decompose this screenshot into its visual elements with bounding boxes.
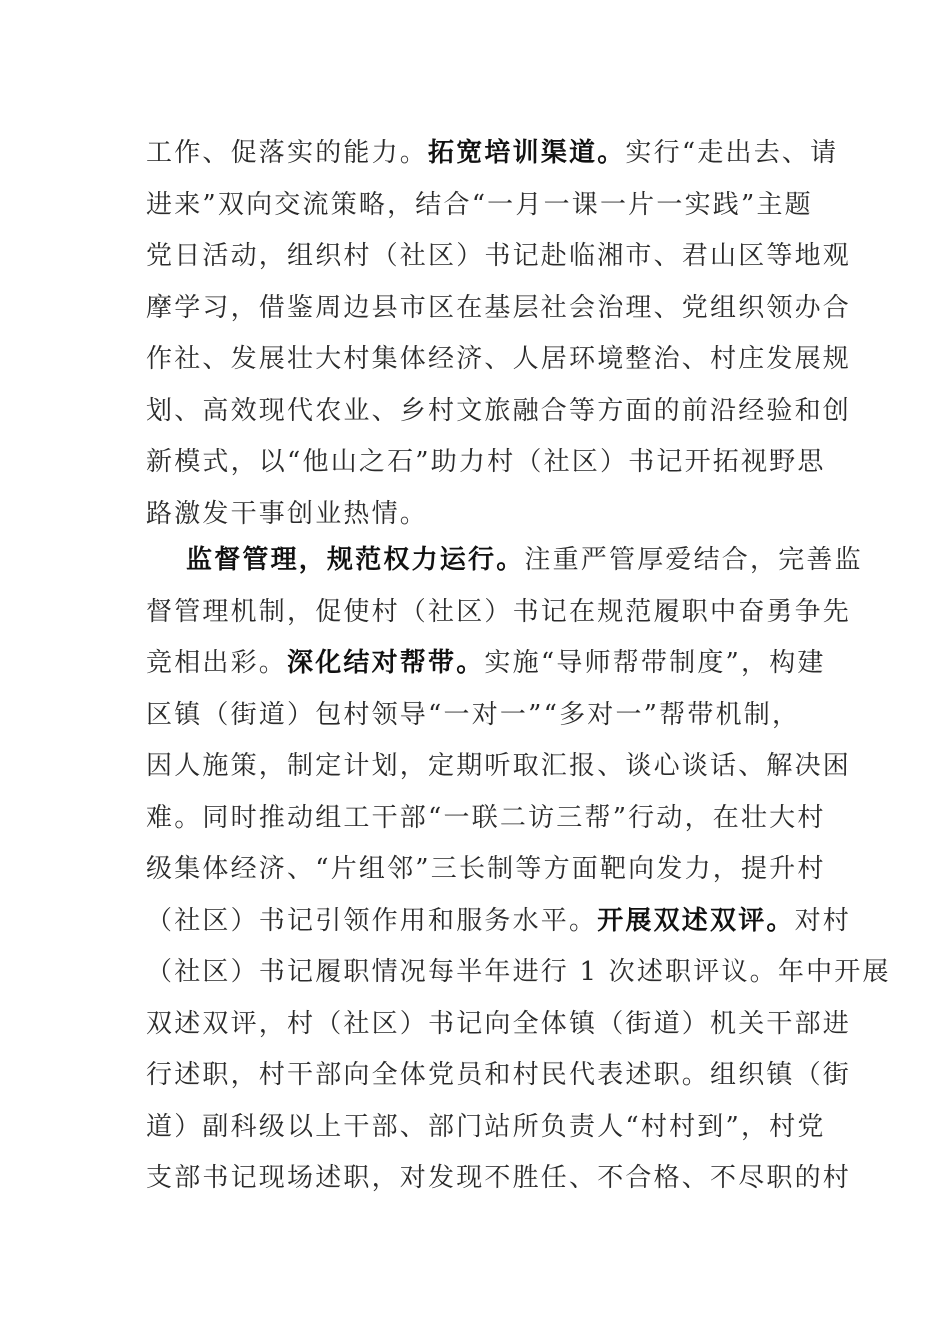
text-line (146, 999, 852, 1051)
body-text: 实行“走出去、请 (625, 138, 839, 168)
body-text: 新模式，以“他山之石”助力村（社区）书记开拓视野思 (146, 447, 826, 477)
body-text: 区镇（街道）包村领导“一对一”“多对一”帮带机制， (146, 699, 801, 730)
bold-heading-text: 拓宽培训渠道。 (428, 138, 626, 168)
text-line (146, 386, 852, 438)
text-line (146, 587, 852, 639)
text-line (146, 844, 826, 896)
body-text: 督管理机制，促使村（社区）书记在规范履职中奋勇争先 (146, 596, 852, 627)
body-text: 党日活动，组织村（社区）书记赴临湘市、君山区等地观 (146, 241, 852, 271)
paragraph-training-channels (146, 128, 852, 540)
body-text: 划、高效现代农业、乡村文旅融合等方面的前沿经验和创 (146, 395, 852, 426)
text-line (146, 334, 852, 386)
body-text: 工作、促落实的能力。 (146, 138, 429, 168)
body-text: 摩学习，借鉴周边县市区在基层社会治理、党组织领办合 (146, 292, 852, 323)
text-line (146, 1050, 852, 1102)
body-text: 行述职，村干部向全体党员和村民代表述职。组织镇（街 (146, 1060, 852, 1090)
bold-heading-text: 监督管理，规范权力运行。 (186, 545, 525, 575)
body-text: 道）副科级以上干部、部门站所负责人“村村到”，村党 (146, 1111, 826, 1142)
body-text: 竞相出彩。 (146, 648, 288, 678)
paragraph-supervision-management (146, 535, 891, 1205)
body-text: 级集体经济、“片组邻”三长制等方面靶向发力，提升村 (146, 854, 826, 884)
body-text: 路激发干事创业热情。 (146, 498, 429, 529)
text-line (146, 947, 891, 999)
body-text: 对村 (794, 905, 852, 936)
text-line (146, 793, 826, 845)
body-text: 因人施策，制定计划，定期听取汇报、谈心谈话、解决困 (146, 751, 852, 781)
text-line (146, 896, 852, 948)
body-text: 实施“导师帮带制度”，构建 (484, 648, 826, 678)
text-line (146, 535, 863, 587)
body-text: 支部书记现场述职，对发现不胜任、不合格、不尽职的村 (146, 1163, 852, 1193)
text-line (146, 741, 852, 793)
body-text: 作社、发展壮大村集体经济、人居环境整治、村庄发展规 (146, 344, 852, 374)
text-line (146, 128, 839, 180)
text-line (146, 180, 813, 232)
body-text: （社区）书记引领作用和服务水平。 (146, 905, 598, 936)
body-text: 双述双评，村（社区）书记向全体镇（街道）机关干部进 (146, 1008, 852, 1039)
body-text: 注重严管厚爱结合，完善监 (524, 545, 863, 575)
text-line (146, 1153, 852, 1205)
text-line (146, 690, 806, 742)
body-text: （社区）书记履职情况每半年进行 1 次述职评议。年中开展 (146, 957, 891, 987)
bold-heading-text: 深化结对帮带。 (287, 648, 485, 678)
text-line (146, 283, 852, 335)
body-text: 难。同时推动组工干部“一联二访三帮”行动，在壮大村 (146, 802, 826, 833)
text-line (146, 489, 806, 541)
text-line (146, 231, 852, 283)
body-text: 进来”双向交流策略，结合“一月一课一片一实践”主题 (146, 189, 813, 220)
bold-heading-text: 开展双述双评。 (597, 905, 795, 936)
text-line (146, 1102, 826, 1154)
text-line (146, 437, 826, 489)
text-line (146, 638, 826, 690)
